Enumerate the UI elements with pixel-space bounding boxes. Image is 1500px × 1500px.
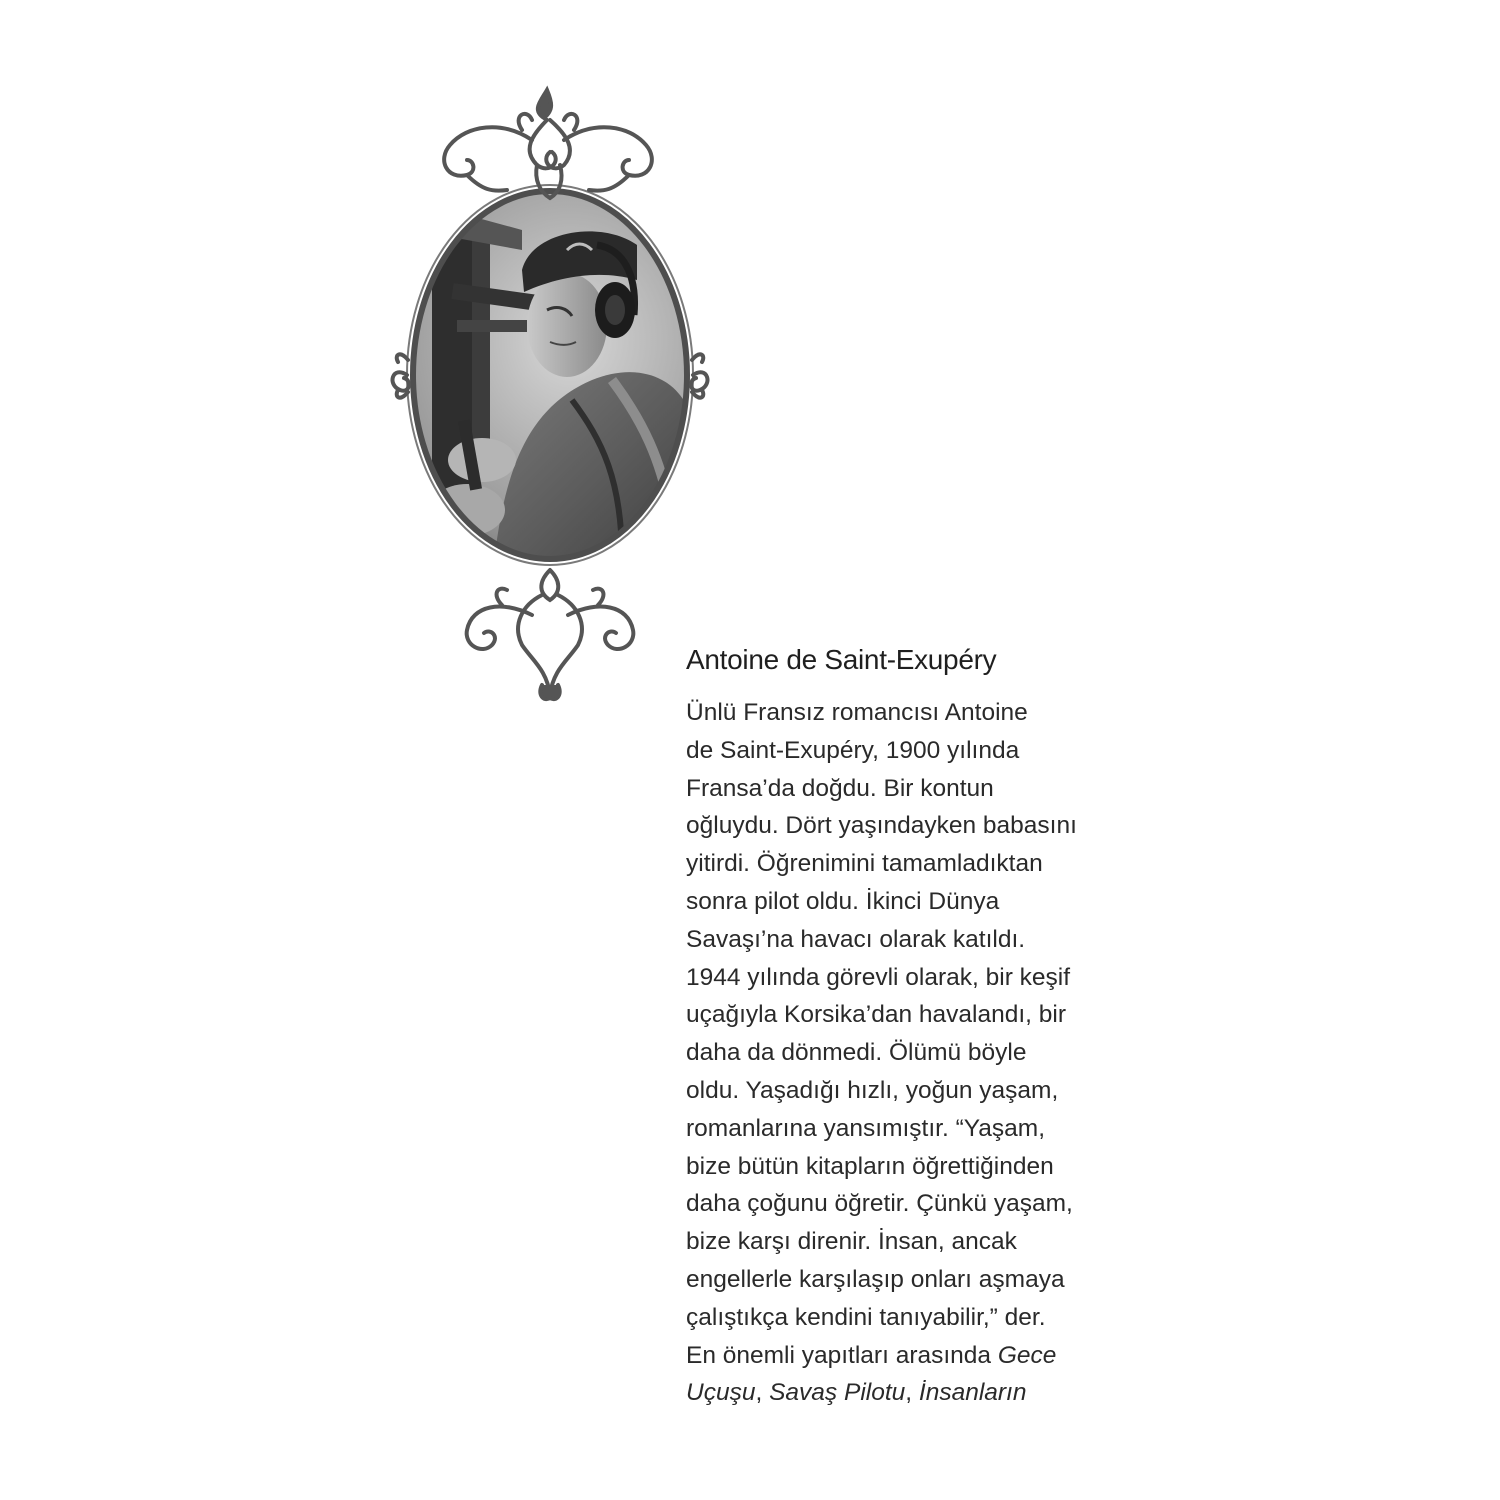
bio-line [686,1337,1156,1375]
portrait-frame [372,80,732,710]
bio-line-text: En önemli yapıtları arasında [686,1341,998,1369]
bio-line: sonra pilot oldu. İkinci Dünya [686,887,1000,915]
bio-line: de Saint-Exupéry, 1900 yılında [686,736,1020,764]
bio-line: bize karşı direnir. İnsan, ancak [686,1228,1017,1256]
bio-line: 1944 yılında görevli olarak, bir keşif [686,963,1071,991]
top-scroll-ornament-icon [444,90,652,198]
author-name-heading: Antoine de Saint-Exupéry [686,644,997,675]
book-title-italic: İnsanların [918,1379,1027,1407]
bio-line: Savaşı’na havacı olarak katıldı. [686,925,1026,953]
bio-line: Fransa’da doğdu. Bir kontun [686,774,994,802]
book-title-italic: Uçuşu [686,1379,756,1407]
bio-line: çalıştıkça kendini tanıyabilir,” der. [686,1303,1046,1331]
separator: , [755,1379,770,1407]
bio-line: daha da dönmedi. Ölümü böyle [686,1039,1027,1067]
bio-line: yitirdi. Öğrenimini tamamladıktan [686,850,1043,878]
author-bio [686,640,1156,1412]
bio-line: uçağıyla Korsika’dan havalandı, bir [686,1001,1066,1029]
bio-line: daha çoğunu öğretir. Çünkü yaşam, [686,1190,1073,1218]
bottom-scroll-ornament-icon [467,570,634,699]
book-title-italic: Gece [997,1341,1057,1369]
bio-line: Ünlü Fransız romancısı Antoine [686,699,1028,726]
book-title-italic: Savaş Pilotu [769,1379,906,1407]
bio-line [686,1374,1156,1412]
bio-line: bize bütün kitapların öğrettiğinden [686,1152,1054,1180]
separator: , [905,1379,919,1407]
bio-line: engellerle karşılaşıp onları aşmaya [686,1265,1065,1293]
bio-line: romanlarına yansımıştır. “Yaşam, [686,1114,1045,1142]
bio-line: oldu. Yaşadığı hızlı, yoğun yaşam, [686,1076,1059,1104]
bio-line: oğluydu. Dört yaşındayken babasını [686,812,1077,840]
bio-text [686,694,1156,1412]
portrait-photo-icon [372,180,732,580]
ornamental-oval-frame-icon [372,80,732,710]
